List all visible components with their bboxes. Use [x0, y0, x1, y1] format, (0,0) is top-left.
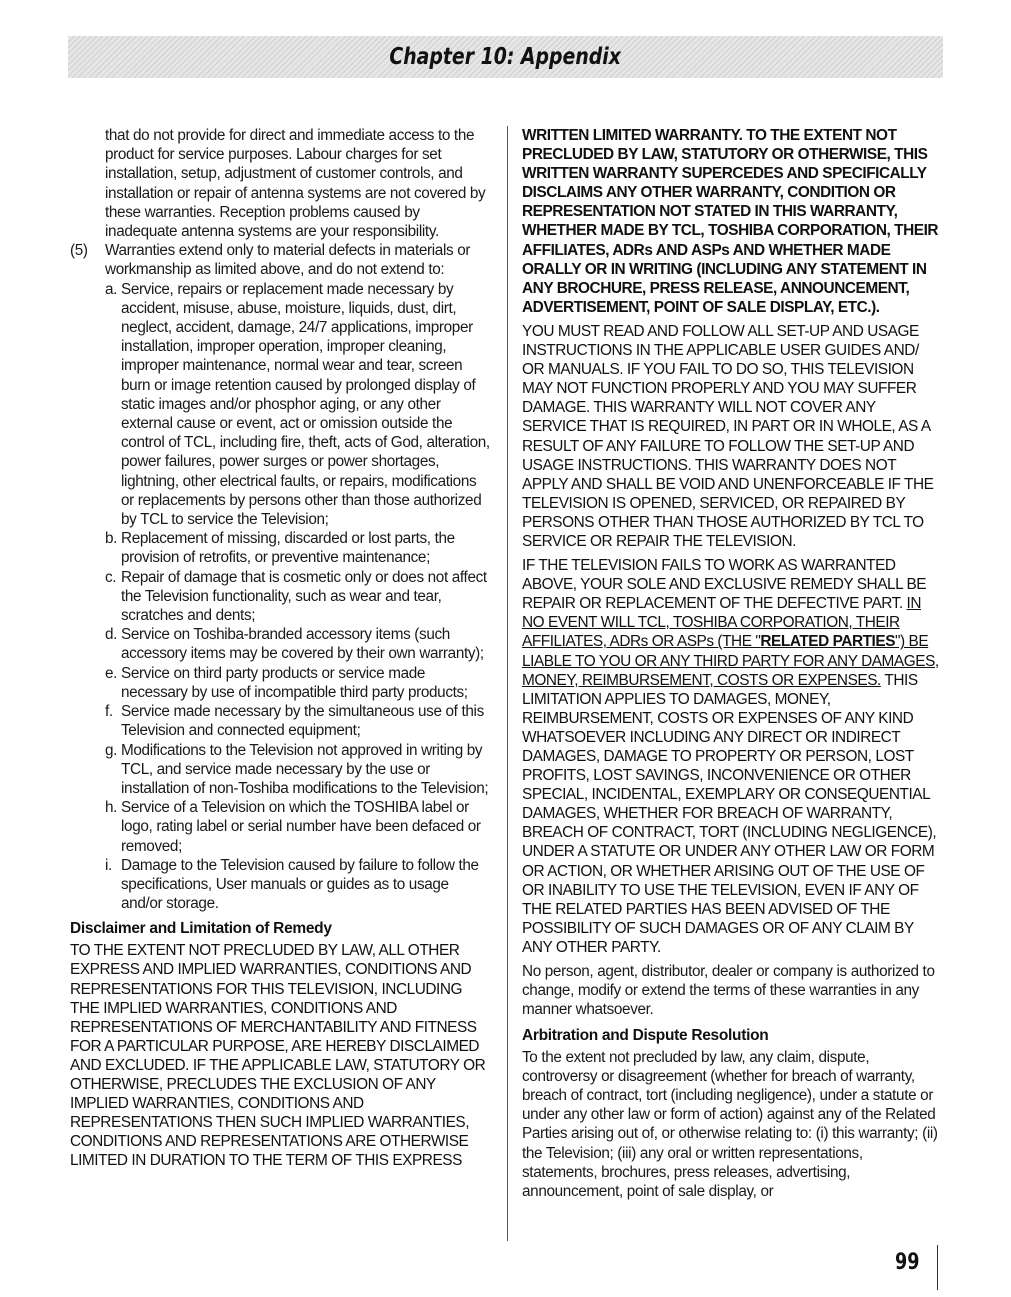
disclaimer-paragraph: TO THE EXTENT NOT PRECLUDED BY LAW, ALL OTHER EXPRESS AND IMPLIED WARRANTIES, CONDITIONS AND REPRESENTATIONS FOR THIS TELEVISION, INCLUDING THE IMPLIED WARRANTIES, CONDITIONS AND REPRESENTATIONS OF MERCHANTABILITY AND FITNESS FOR A PARTICULAR PURPOSE, ARE HEREBY DISCLAIMED AND EXCLUDED. IF THE APPLICABLE LAW, STATUTORY OR OTHERWISE, PRECLUDES THE EXCLUSION OF ANY IMPLIED WARRANTIES, CONDITIONS AND REPRESENTATIONS THEN SUCH IMPLIED WARRANTIES, CONDITIONS AND REPRESENTATIONS ARE OTHERWISE LIMITED IN DURATION TO THE TERM OF THIS EXPRESS	[70, 942, 486, 1170]
sub-item-label: d.	[105, 626, 118, 644]
left-column	[70, 126, 492, 1170]
arbitration-heading: Arbitration and Dispute Resolution	[522, 1026, 769, 1044]
sub-item-text: Service on third party products or service made necessary by use of incompatible third party products;	[121, 664, 468, 701]
list-item-text: Warranties extend only to material defects in materials or workmanship as limited above, and do not extend to:	[105, 242, 471, 279]
warranty-supersedes-paragraph: WRITTEN LIMITED WARRANTY. TO THE EXTENT NOT PRECLUDED BY LAW, STATUTORY OR OTHERWISE, THIS WRITTEN WARRANTY SUPERCEDES AND SPECIFICALLY DISCLAIMS ANY OTHER WARRANTY, CONDITION OR REPRESENTATION NOT STATED IN THIS WARRANTY, WHETHER MADE BY TCL, TOSHIBA CORPORATION, THEIR AFFILIATES, ADRs AND ASPs AND WHETHER MADE ORALLY OR IN WRITING (INCLUDING ANY STATEMENT IN ANY BROCHURE, PRESS RELEASE, ANNOUNCEMENT, ADVERTISEMENT, POINT OF SALE DISPLAY, ETC.).	[522, 127, 939, 316]
sub-item-text: Modifications to the Television not approved in writing by TCL, and service made necessary by the use or installation of non-Toshiba modifications to the Television;	[121, 741, 489, 797]
remedy-text-start: IF THE TELEVISION FAILS TO WORK AS WARRANTED ABOVE, YOUR SOLE AND EXCLUSIVE REMEDY SHALL BE REPAIR OR REPLACEMENT OF THE DEFECTIVE PART.	[522, 557, 927, 613]
sub-item-i	[70, 856, 492, 914]
remedy-paragraph	[522, 556, 940, 957]
remedy-text-end: THIS LIMITATION APPLIES TO DAMAGES, MONEY, REIMBURSEMENT, COSTS OR EXPENSES OF ANY KIND WHATSOEVER INCLUDING ANY DIRECT OR INDIRECT DAMAGES, DAMAGE TO PROPERTY OR PERSON, LOST PROFITS, LOST SAVINGS, INCONVENIENCE OR OTHER SPECIAL, INCIDENTAL, EXEMPLARY OR CONSEQUENTIAL DAMAGES, WHETHER FOR BREACH OF WARRANTY, BREACH OF CONTRACT, TORT (INCLUDING NEGLIGENCE), UNDER A STATUTE OR UNDER ANY OTHER LAW OR FORM OR ACTION, OR WHETHER ARISING OUT OF THE USE OF OR INABILITY TO USE THE TELEVISION, EVEN IF ANY OF THE RELATED PARTIES HAS BEEN ADVISED OF THE POSSIBILITY OF SUCH DAMAGES OR OF ANY CLAIM BY ANY OTHER PARTY.	[522, 671, 937, 956]
arbitration-paragraph: To the extent not precluded by law, any claim, dispute, controversy or disagreement (whether for breach of warranty, breach of contract, tort (including negligence), under a statute or under any other law or form of action) against any of the Related Parties arising out of, or otherwise relating to: (i) this warranty; (ii) the Television; (iii) any oral or written representations, statements, brochures, press releases, advertising, announcement, point of sale display, or	[522, 1048, 938, 1201]
sub-item-text: Damage to the Television caused by failure to follow the specifications, User manuals or guides as to usage and/or storage.	[121, 856, 479, 913]
chapter-header-band	[68, 36, 943, 78]
sub-item-c	[70, 568, 492, 626]
sub-item-label: a.	[105, 280, 118, 298]
right-column	[522, 126, 940, 1201]
sub-item-g	[70, 741, 492, 799]
disclaimer-heading: Disclaimer and Limitation of Remedy	[70, 920, 332, 938]
remedy-underlined-text-2: ") BE LIABLE TO YOU OR ANY THIRD PARTY FOR ANY DAMAGES, MONEY, REIMBURSEMENT, COSTS OR EXPENSES.	[522, 633, 939, 689]
sub-item-b	[70, 529, 492, 567]
sub-item-text: Service on Toshiba-branded accessory items (such accessory items may be covered by their own warranty);	[121, 626, 484, 663]
column-divider	[507, 126, 508, 1241]
page-number: 99	[895, 1250, 920, 1275]
no-modification-paragraph: No person, agent, distributor, dealer or company is authorized to change, modify or extend the terms of these warranties in any manner whatsoever.	[522, 963, 935, 1019]
setup-instructions-paragraph: YOU MUST READ AND FOLLOW ALL SET-UP AND USAGE INSTRUCTIONS IN THE APPLICABLE USER GUIDES AND/ OR MANUALS. IF YOU FAIL TO DO SO, THIS TELEVISION MAY NOT FUNCTION PROPERLY AND YOU MAY SUFFER DAMAGE. THIS WARRANTY WILL NOT COVER ANY SERVICE THAT IS REQUIRED, IN PART OR IN WHOLE, AS A RESULT OF ANY FAILURE TO FOLLOW THE SET-UP AND USAGE INSTRUCTIONS. THIS WARRANTY DOES NOT APPLY AND SHALL BE VOID AND UNENFORCEABLE IF THE TELEVISION IS OPENED, SERVICED, OR REPAIRED BY PERSONS OTHER THAN THOSE AUTHORIZED BY TCL TO SERVICE OR REPAIR THE TELEVISION.	[522, 322, 934, 550]
sub-item-a	[70, 280, 492, 530]
sub-item-label: i.	[105, 856, 112, 874]
intro-paragraph: that do not provide for direct and immediate access to the product for service purposes. Labour charges for set installation, setup, adjustment of customer controls, and installation or repair of antenna systems are not covered by these warranties. Reception problems caused by inadequate antenna systems are your responsibility.	[105, 127, 486, 241]
sub-item-text: Service, repairs or replacement made necessary by accident, misuse, abuse, moisture, liquids, dust, dirt, neglect, accident, damage, 24/7 applications, improper installation, improper operation, improper cleaning, improper maintenance, normal wear and tear, screen burn or image retention caused by prolonged display of static images and/or phosphor aging, or any other external cause or event, act or omission outside the control of TCL, including fire, theft, acts of God, alteration, power failures, power surges or power shortages, lightning, other electrical faults, or repairs, modifications or replacements by persons other than those authorized by TCL to service the Television;	[121, 280, 490, 529]
sub-item-d	[70, 625, 492, 663]
sub-item-label: h.	[105, 799, 118, 817]
sub-item-label: b.	[105, 530, 118, 548]
sub-item-h	[70, 798, 492, 856]
sub-item-label: c.	[105, 568, 117, 586]
related-parties-term: RELATED PARTIES	[760, 633, 896, 651]
sub-item-text: Replacement of missing, discarded or lost parts, the provision of retrofits, or preventive maintenance;	[121, 530, 455, 567]
chapter-title: Chapter 10: Appendix	[389, 44, 622, 70]
sub-item-label: e.	[105, 664, 118, 682]
sub-item-text: Repair of damage that is cosmetic only or does not affect the Television functionality, such as wear and tear, scratches and dents;	[121, 568, 487, 625]
sub-item-label: f.	[105, 703, 113, 721]
sub-item-label: g.	[105, 741, 118, 759]
sub-item-text: Service made necessary by the simultaneous use of this Television and connected equipment;	[121, 703, 484, 740]
sub-item-text: Service of a Television on which the TOSHIBA label or logo, rating label or serial number have been defaced or removed;	[121, 799, 481, 855]
sub-item-e	[70, 664, 492, 702]
list-item-5	[70, 241, 492, 279]
remedy-underlined-text: IN NO EVENT WILL TCL, TOSHIBA CORPORATION, THEIR AFFILIATES, ADRs OR ASPs (THE "	[522, 595, 922, 651]
page-number-rule	[937, 1245, 938, 1290]
list-item-label: (5)	[70, 242, 88, 260]
sub-item-f	[70, 702, 492, 740]
